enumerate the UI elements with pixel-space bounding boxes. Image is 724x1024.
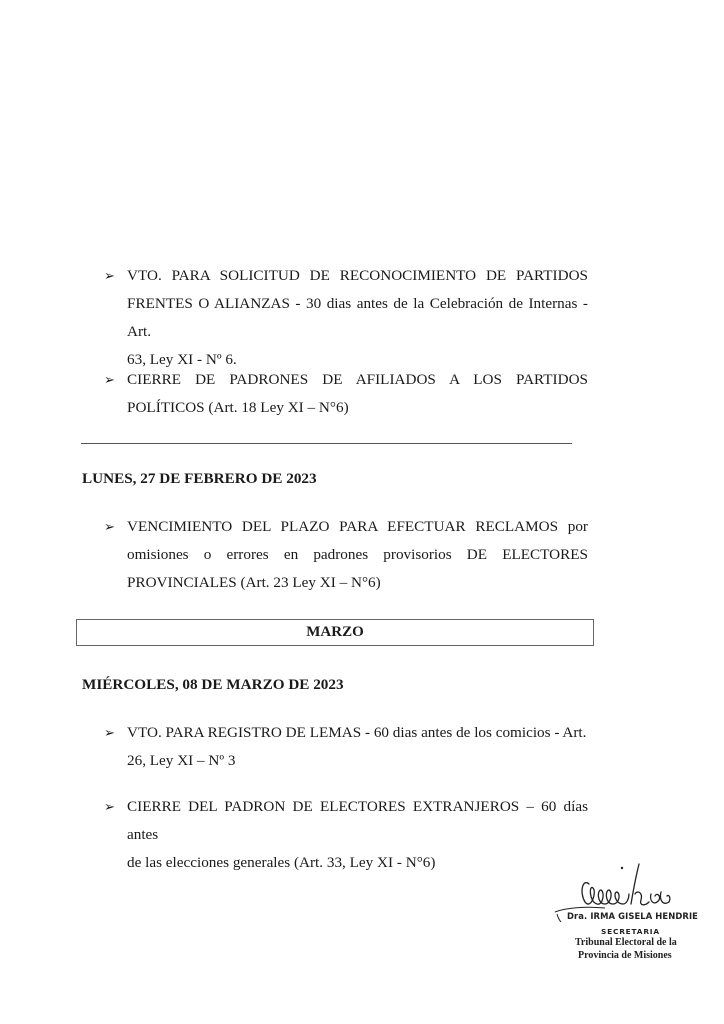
- text-line: VTO. PARA SOLICITUD DE RECONOCIMIENTO DE PARTIDOS: [127, 267, 588, 284]
- text-line: omisiones o errores en padrones provisorios DE ELECTORES: [127, 546, 588, 563]
- month-header: [76, 619, 594, 646]
- list-item: [104, 719, 588, 775]
- text-line: 63, Ley XI - Nº 6.: [127, 351, 237, 368]
- signatory-name: Dra. IRMA GISELA HENDRIE: [567, 911, 698, 921]
- signature-block: [545, 862, 705, 972]
- arrow-bullet-icon: ➢: [104, 799, 115, 814]
- date-heading: LUNES, 27 DE FEBRERO DE 2023: [82, 470, 317, 487]
- text-line: FRENTES O ALIANZAS - 30 dias antes de la Celebración de Internas - Art.: [127, 295, 588, 340]
- signatory-organization: Tribunal Electoral de la: [575, 937, 677, 948]
- text-line: CIERRE DEL PADRON DE ELECTORES EXTRANJEROS – 60 días antes: [127, 798, 588, 843]
- month-label: MARZO: [306, 624, 364, 640]
- list-item: [104, 793, 588, 877]
- text-line: PROVINCIALES (Art. 23 Ley XI – N°6): [127, 574, 381, 591]
- arrow-bullet-icon: ➢: [104, 725, 115, 740]
- text-line: CIERRE DE PADRONES DE AFILIADOS A LOS PARTIDOS: [127, 371, 588, 388]
- text-line: VTO. PARA REGISTRO DE LEMAS - 60 dias antes de los comicios - Art.: [127, 724, 587, 741]
- signatory-organization: Provincia de Misiones: [578, 950, 672, 961]
- list-item: [104, 262, 588, 374]
- text-line: 26, Ley XI – Nº 3: [127, 752, 236, 769]
- list-item: [104, 366, 588, 422]
- list-item-text: [127, 793, 588, 877]
- arrow-bullet-icon: ➢: [104, 519, 115, 534]
- list-item: [104, 513, 588, 597]
- list-item-text: [127, 366, 588, 422]
- text-line: de las elecciones generales (Art. 33, Ley XI - N°6): [127, 854, 436, 871]
- list-item-text: [127, 719, 588, 775]
- signatory-role: SECRETARIA: [601, 927, 660, 936]
- horizontal-divider: [81, 443, 572, 444]
- arrow-bullet-icon: ➢: [104, 372, 115, 387]
- list-item-text: [127, 262, 588, 374]
- text-line: POLÍTICOS (Art. 18 Ley XI – N°6): [127, 399, 349, 416]
- text-line: VENCIMIENTO DEL PLAZO PARA EFECTUAR RECLAMOS por: [127, 518, 588, 535]
- list-item-text: [127, 513, 588, 597]
- arrow-bullet-icon: ➢: [104, 268, 115, 283]
- date-heading: MIÉRCOLES, 08 DE MARZO DE 2023: [82, 676, 344, 693]
